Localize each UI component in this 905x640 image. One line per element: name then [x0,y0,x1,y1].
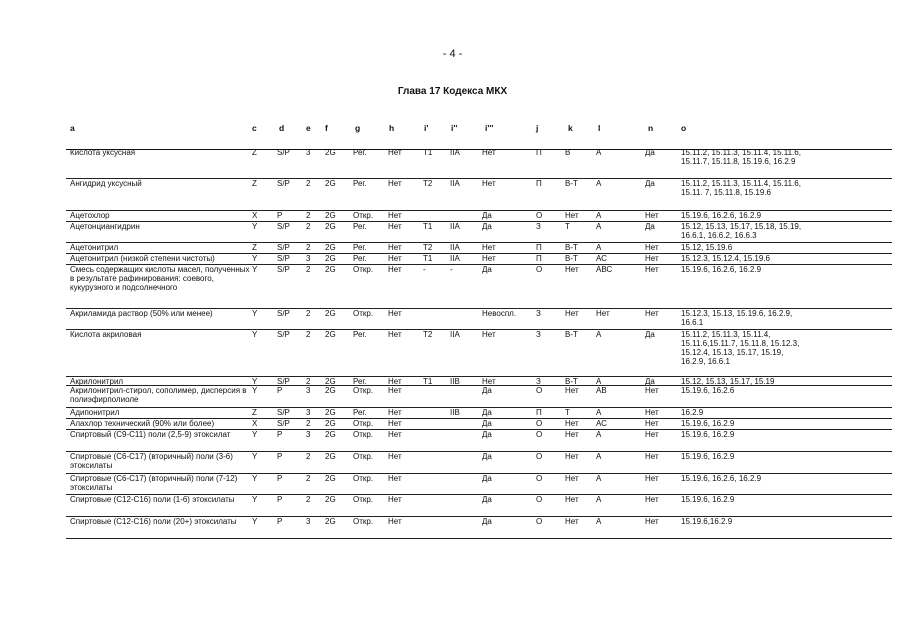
column-header-f: f [325,123,328,133]
cell-j: О [536,386,543,395]
cell-i1: T1 [423,254,433,263]
cell-e: 2 [306,330,311,339]
cell-j: О [536,495,543,504]
cell-i3: Да [482,452,492,461]
cell-i3: Да [482,222,492,231]
cell-o: 15.11.2, 15.11.3, 15.11.4, 15.11.6,15.11.7, 15.11.8, 15.12.3, 15.12.4, 15.13, 15.17, 15.19, 16.2.9, 16.6.1 [681,330,800,366]
cell-i3: Нет [482,148,496,157]
cell-o: 15.19.6, 16.2.6, 16.2.9 [681,474,762,483]
cell-c: Z [252,179,257,188]
cell-j: З [536,222,541,231]
cell-i2: IIA [450,179,460,188]
cell-a: Спиртовые (С12-С16) поли (1-6) этоксилаты [70,495,235,504]
cell-f: 2G [325,222,336,231]
cell-d: P [277,386,283,395]
cell-o: 15.19.6, 16.2.9 [681,430,735,439]
cell-h: Нет [388,179,402,188]
cell-a: Акрилонитрил-стирол, сополимер, дисперсия в полиэфирполиоле [70,386,247,404]
cell-c: Y [252,452,258,461]
cell-i3: Да [482,408,492,417]
cell-g: Откр. [353,430,374,439]
cell-j: О [536,474,543,483]
page-number: - 4 - [442,48,463,60]
cell-h: Нет [388,211,402,220]
cell-i3: Да [482,211,492,220]
cell-g: Откр. [353,517,374,526]
cell-k: В-Т [565,377,578,386]
column-header-n: n [648,123,654,133]
cell-f: 2G [325,148,336,157]
cell-c: Y [252,309,258,318]
cell-k: Нет [565,517,579,526]
table-row [0,386,905,408]
table-row [0,377,905,386]
column-header-a: a [70,123,75,133]
cell-a: Адипонитрил [70,408,120,417]
cell-k: Нет [565,419,579,428]
cell-j: П [536,408,542,417]
cell-j: З [536,377,541,386]
cell-e: 2 [306,211,311,220]
cell-c: Z [252,243,257,252]
cell-d: S/P [277,330,290,339]
cell-i3: Нет [482,377,496,386]
table-row [0,265,905,309]
cell-a: Кислота уксусная [70,148,136,157]
cell-i3: Да [482,495,492,504]
column-header-d: d [279,123,285,133]
cell-o: 15.19.6, 16.2.6 [681,386,735,395]
cell-e: 2 [306,474,311,483]
cell-l: А [596,495,602,504]
cell-f: 2G [325,265,336,274]
cell-c: Y [252,222,258,231]
column-header-i1: i' [424,123,429,133]
table-row [0,517,905,539]
cell-o: 15.19.6, 16.2.9 [681,419,735,428]
cell-i3: Да [482,430,492,439]
cell-e: 3 [306,430,311,439]
cell-k: Нет [565,474,579,483]
cell-e: 2 [306,243,311,252]
cell-o: 16.2.9 [681,408,704,417]
cell-h: Нет [388,495,402,504]
cell-e: 2 [306,222,311,231]
cell-f: 2G [325,179,336,188]
cell-g: Откр. [353,495,374,504]
table-row [0,330,905,377]
cell-n: Нет [645,419,659,428]
cell-i2: IIB [450,408,460,417]
cell-a: Ацетонитрил [70,243,119,252]
cell-d: S/P [277,243,290,252]
cell-c: Y [252,377,258,386]
cell-g: Рег. [353,254,367,263]
cell-j: О [536,430,543,439]
cell-o: 15.19.6, 16.2.9 [681,452,735,461]
cell-a: Ангидрид уксусный [70,179,142,188]
cell-i1: T1 [423,222,433,231]
cell-n: Нет [645,495,659,504]
cell-a: Спиртовые (С12-С16) поли (20+) этоксилаты [70,517,237,526]
cell-o: 15.11.2, 15.11.3, 15.11.4, 15.11.6, 15.11. 7, 15.11.8, 15.19.6 [681,179,801,197]
cell-i3: Нет [482,330,496,339]
cell-a: Ацетохлор [70,211,110,220]
cell-h: Нет [388,386,402,395]
cell-d: S/P [277,265,290,274]
cell-k: В-Т [565,179,578,188]
cell-g: Откр. [353,309,374,318]
column-header-g: g [355,123,361,133]
cell-k: Нет [565,452,579,461]
table-row [0,222,905,243]
cell-d: S/P [277,408,290,417]
cell-e: 2 [306,495,311,504]
table-row [0,148,905,179]
cell-l: А [596,222,602,231]
column-header-i2: i'' [451,123,458,133]
cell-l: А [596,474,602,483]
table-row [0,179,905,211]
cell-g: Рег. [353,408,367,417]
cell-n: Да [645,179,655,188]
cell-e: 2 [306,309,311,318]
cell-n: Нет [645,430,659,439]
cell-c: Y [252,430,258,439]
cell-c: Y [252,330,258,339]
cell-a: Алахлор технический (90% или более) [70,419,215,428]
cell-k: Нет [565,265,579,274]
cell-h: Нет [388,243,402,252]
cell-d: P [277,211,283,220]
table-header [0,123,905,135]
cell-l: АВ [596,386,607,395]
cell-n: Нет [645,408,659,417]
column-header-o: o [681,123,687,133]
cell-o: 15.19.6, 16.2.6, 16.2.9 [681,211,762,220]
cell-i3: Да [482,474,492,483]
cell-g: Откр. [353,211,374,220]
cell-i2: IIA [450,222,460,231]
cell-n: Нет [645,386,659,395]
cell-f: 2G [325,254,336,263]
cell-g: Откр. [353,419,374,428]
cell-l: А [596,211,602,220]
cell-d: S/P [277,254,290,263]
cell-h: Нет [388,474,402,483]
cell-d: P [277,452,283,461]
column-header-j: j [536,123,539,133]
cell-j: П [536,148,542,157]
cell-i1: T2 [423,179,433,188]
cell-l: Нет [596,309,610,318]
cell-f: 2G [325,517,336,526]
cell-g: Откр. [353,474,374,483]
cell-g: Рег. [353,222,367,231]
cell-l: А [596,452,602,461]
table-row [0,419,905,430]
cell-l: АС [596,419,607,428]
cell-o: 15.19.6, 16.2.6, 16.2.9 [681,265,762,274]
cell-i2: IIA [450,330,460,339]
cell-l: АВС [596,265,613,274]
cell-e: 3 [306,254,311,263]
cell-k: В-Т [565,243,578,252]
cell-n: Нет [645,211,659,220]
cell-j: О [536,517,543,526]
cell-i3: Да [482,265,492,274]
cell-e: 2 [306,452,311,461]
table-row [0,243,905,254]
cell-f: 2G [325,330,336,339]
cell-j: О [536,419,543,428]
cell-e: 2 [306,265,311,274]
cell-e: 2 [306,377,311,386]
cell-l: А [596,179,602,188]
cell-a: Ацетонциангидрин [70,222,140,231]
cell-i3: Да [482,419,492,428]
cell-h: Нет [388,377,402,386]
cell-a: Ацетонитрил (низкой степени чистоты) [70,254,215,263]
cell-h: Нет [388,452,402,461]
cell-n: Нет [645,452,659,461]
cell-o: 15.12.3, 15.13, 15.19.6, 16.2.9, 16.6.1 [681,309,793,327]
cell-j: З [536,330,541,339]
cell-f: 2G [325,386,336,395]
cell-a: Акриламида раствор (50% или менее) [70,309,213,318]
cell-n: Нет [645,243,659,252]
table-row [0,452,905,474]
cell-d: S/P [277,377,290,386]
cell-i1: - [423,265,426,274]
cell-i2: IIA [450,254,460,263]
cell-f: 2G [325,377,336,386]
cell-g: Рег. [353,377,367,386]
cell-f: 2G [325,211,336,220]
cell-j: О [536,211,543,220]
cell-d: S/P [277,179,290,188]
cell-k: В-Т [565,254,578,263]
cell-j: О [536,452,543,461]
column-header-e: e [306,123,311,133]
cell-k: Нет [565,495,579,504]
cell-l: А [596,517,602,526]
cell-g: Рег. [353,179,367,188]
cell-g: Откр. [353,265,374,274]
cell-f: 2G [325,309,336,318]
cell-n: Да [645,148,655,157]
cell-d: P [277,474,283,483]
cell-g: Откр. [353,386,374,395]
cell-h: Нет [388,419,402,428]
cell-o: 15.12.3, 15.12.4, 15.19.6 [681,254,770,263]
cell-n: Нет [645,517,659,526]
cell-c: Y [252,254,258,263]
cell-h: Нет [388,254,402,263]
cell-j: О [536,265,543,274]
table-row [0,254,905,265]
table-row [0,211,905,222]
cell-k: Нет [565,386,579,395]
cell-i3: Нет [482,179,496,188]
cell-n: Да [645,377,655,386]
cell-k: В-Т [565,330,578,339]
table-row [0,430,905,452]
cell-i2: - [450,265,453,274]
cell-n: Да [645,222,655,231]
cell-k: Нет [565,309,579,318]
cell-i3: Невоспл. [482,309,517,318]
cell-i1: T1 [423,148,433,157]
column-header-h: h [389,123,395,133]
cell-e: 3 [306,386,311,395]
cell-j: П [536,179,542,188]
cell-g: Рег. [353,243,367,252]
cell-o: 15.12, 15.13, 15.17, 15.19 [681,377,775,386]
cell-h: Нет [388,222,402,231]
cell-l: А [596,408,602,417]
cell-a: Кислота акриловая [70,330,142,339]
cell-f: 2G [325,495,336,504]
table-row [0,474,905,495]
cell-l: А [596,377,602,386]
cell-c: Z [252,148,257,157]
cell-n: Нет [645,265,659,274]
cell-a: Спиртовые (С6-С17) (вторичный) поли (3-6) этоксилаты [70,452,233,470]
cell-i3: Да [482,517,492,526]
cell-f: 2G [325,430,336,439]
cell-k: Т [565,222,570,231]
cell-n: Нет [645,254,659,263]
cell-f: 2G [325,452,336,461]
cell-c: X [252,419,258,428]
cell-d: P [277,517,283,526]
cell-k: Нет [565,430,579,439]
cell-d: P [277,430,283,439]
column-header-k: k [568,123,573,133]
cell-c: Y [252,265,258,274]
cell-d: P [277,495,283,504]
cell-l: А [596,148,602,157]
cell-i1: T2 [423,330,433,339]
cell-i3: Да [482,386,492,395]
cell-f: 2G [325,408,336,417]
cell-e: 3 [306,148,311,157]
cell-g: Рег. [353,330,367,339]
cell-h: Нет [388,309,402,318]
cell-f: 2G [325,474,336,483]
cell-n: Да [645,330,655,339]
cell-h: Нет [388,517,402,526]
cell-l: А [596,330,602,339]
cell-c: Y [252,517,258,526]
table-row [0,309,905,330]
cell-a: Спиртовый (С9-С11) поли (2,5-9) этоксилат [70,430,231,439]
cell-n: Нет [645,309,659,318]
cell-i1: T1 [423,377,433,386]
cell-c: X [252,211,258,220]
cell-i3: Нет [482,243,496,252]
cell-n: Нет [645,474,659,483]
cell-i2: IIA [450,148,460,157]
cell-d: S/P [277,419,290,428]
cell-g: Рег. [353,148,367,157]
column-header-l: l [598,123,601,133]
cell-h: Нет [388,430,402,439]
cell-j: П [536,243,542,252]
cell-l: А [596,430,602,439]
cell-k: Нет [565,211,579,220]
cell-g: Откр. [353,452,374,461]
cell-l: А [596,243,602,252]
cell-i3: Нет [482,254,496,263]
cell-j: З [536,309,541,318]
cell-c: Y [252,474,258,483]
cell-i2: IIB [450,377,460,386]
cell-e: 2 [306,179,311,188]
cell-o: 15.19.6, 16.2.9 [681,495,735,504]
cell-o: 15.12, 15.19.6 [681,243,733,252]
cell-o: 15.19.6,16.2.9 [681,517,733,526]
cell-a: Смесь содержащих кислоты масел, полученных в результате рафинирования: соевого, кукурузного и подсолнечного [70,265,250,292]
cell-i1: T2 [423,243,433,252]
document-title: Глава 17 Кодекса МКХ [397,86,508,97]
cell-l: АС [596,254,607,263]
cell-f: 2G [325,419,336,428]
cell-e: 3 [306,408,311,417]
cell-c: Z [252,408,257,417]
cell-j: П [536,254,542,263]
table-row [0,495,905,517]
table-row [0,408,905,419]
cell-d: S/P [277,222,290,231]
cell-d: S/P [277,148,290,157]
cell-o: 15.11.2, 15.11.3, 15.11.4, 15.11.6, 15.11.7, 15.11.8, 15.19.6, 16.2.9 [681,148,801,166]
cell-c: Y [252,495,258,504]
cell-h: Нет [388,265,402,274]
cell-d: S/P [277,309,290,318]
cell-a: Спиртовые (С6-С17) (вторичный) поли (7-12) этоксилаты [70,474,238,492]
cell-e: 3 [306,517,311,526]
cell-i2: IIA [450,243,460,252]
cell-f: 2G [325,243,336,252]
cell-o: 15.12, 15.13, 15.17, 15.18, 15.19, 16.6.1, 16.6.2, 16.6.3 [681,222,802,240]
column-header-c: c [252,123,257,133]
cell-a: Акрилонитрил [70,377,124,386]
cell-e: 2 [306,419,311,428]
row-rule [66,538,892,539]
cell-h: Нет [388,148,402,157]
cell-h: Нет [388,408,402,417]
cell-h: Нет [388,330,402,339]
cell-k: В [565,148,571,157]
cell-c: Y [252,386,258,395]
column-header-i3: i''' [485,123,494,133]
cell-k: Т [565,408,570,417]
